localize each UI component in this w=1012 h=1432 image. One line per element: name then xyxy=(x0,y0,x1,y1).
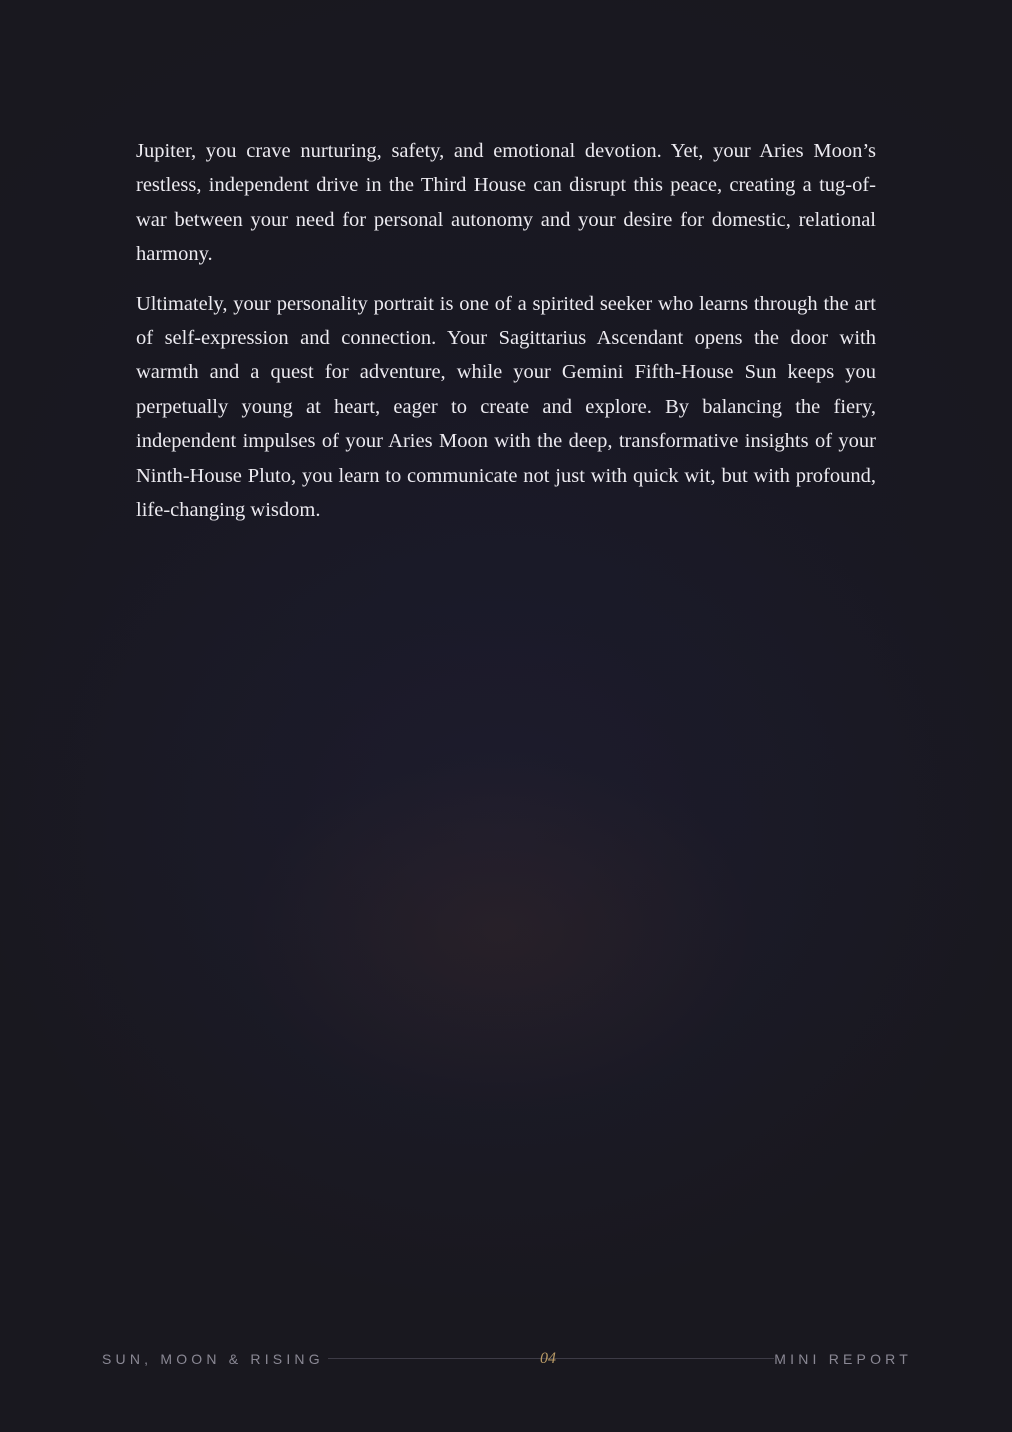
report-body xyxy=(136,134,876,542)
footer-report-label: MINI REPORT xyxy=(774,1351,912,1367)
footer-section-title: SUN, MOON & RISING xyxy=(102,1351,324,1367)
footer-divider-right xyxy=(578,1358,774,1359)
body-paragraph: Jupiter, you crave nurturing, safety, and emotional devotion. Yet, your Aries Moon’s restless, independent drive in the Third House can disrupt this peace, creating a tug-of-war between your need for personal autonomy and your desire for domestic, relational harmony. xyxy=(136,140,876,266)
page-footer xyxy=(102,1349,912,1369)
page-number: 04 xyxy=(540,1350,556,1367)
body-paragraph: Ultimately, your personality portrait is one of a spirited seeker who learns through the art of self-expression and connection. Your Sagittarius Ascendant opens the door with warmth and a quest for adventure, while your Gemini Fifth-House Sun keeps you perpetually young at heart, eager to create and explore. By balancing the fiery, independent impulses of your Aries Moon with the deep, transformative insights of your Ninth-House Pluto, you learn to communicate not just with quick wit, but with profound, life-changing wisdom. xyxy=(136,292,876,522)
